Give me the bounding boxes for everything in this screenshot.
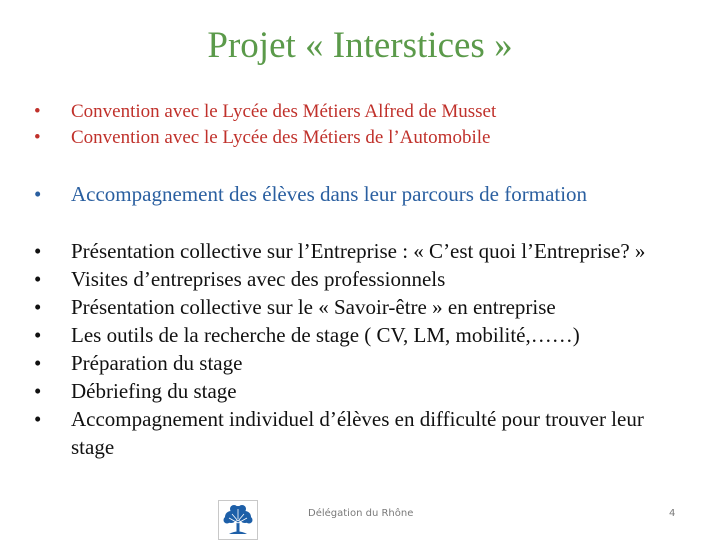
list-item — [34, 179, 587, 209]
action-text: Débriefing du stage — [71, 379, 237, 403]
action-text: Accompagnement individuel d’élèves en difficulté pour trouver leur stage — [71, 407, 644, 459]
bullet-icon: • — [34, 239, 42, 263]
list-item — [34, 377, 689, 405]
bullet-icon: • — [34, 407, 42, 431]
conventions-list — [34, 99, 496, 151]
bullet-icon: • — [34, 323, 42, 347]
list-item — [34, 349, 689, 377]
bullet-icon: • — [34, 182, 42, 206]
main-point-list — [34, 179, 587, 209]
list-item — [34, 99, 496, 125]
bullet-icon: • — [34, 127, 41, 148]
page-number: 4 — [669, 508, 676, 519]
actions-list — [34, 237, 689, 461]
action-text: Présentation collective sur l’Entreprise : « C’est quoi l’Entreprise? » — [71, 239, 646, 263]
action-text: Présentation collective sur le « Savoir-être » en entreprise — [71, 295, 556, 319]
list-item — [34, 321, 689, 349]
footer-text: Délégation du Rhône — [308, 508, 414, 519]
tree-logo-icon — [218, 500, 258, 540]
action-text: Visites d’entreprises avec des professionnels — [71, 267, 446, 291]
bullet-icon: • — [34, 351, 42, 375]
list-item — [34, 125, 496, 151]
list-item — [34, 237, 689, 265]
bullet-icon: • — [34, 379, 42, 403]
list-item — [34, 293, 689, 321]
bullet-icon: • — [34, 267, 42, 291]
convention-text: Convention avec le Lycée des Métiers de l’Automobile — [71, 127, 491, 148]
bullet-icon: • — [34, 295, 42, 319]
action-text: Les outils de la recherche de stage ( CV, LM, mobilité,……) — [71, 323, 580, 347]
bullet-icon: • — [34, 101, 41, 122]
list-item — [34, 405, 689, 461]
action-text: Préparation du stage — [71, 351, 243, 375]
slide-title: Projet « Interstices » — [207, 25, 513, 66]
convention-text: Convention avec le Lycée des Métiers Alfred de Musset — [71, 101, 497, 122]
main-point-text: Accompagnement des élèves dans leur parcours de formation — [71, 182, 588, 206]
list-item — [34, 265, 689, 293]
